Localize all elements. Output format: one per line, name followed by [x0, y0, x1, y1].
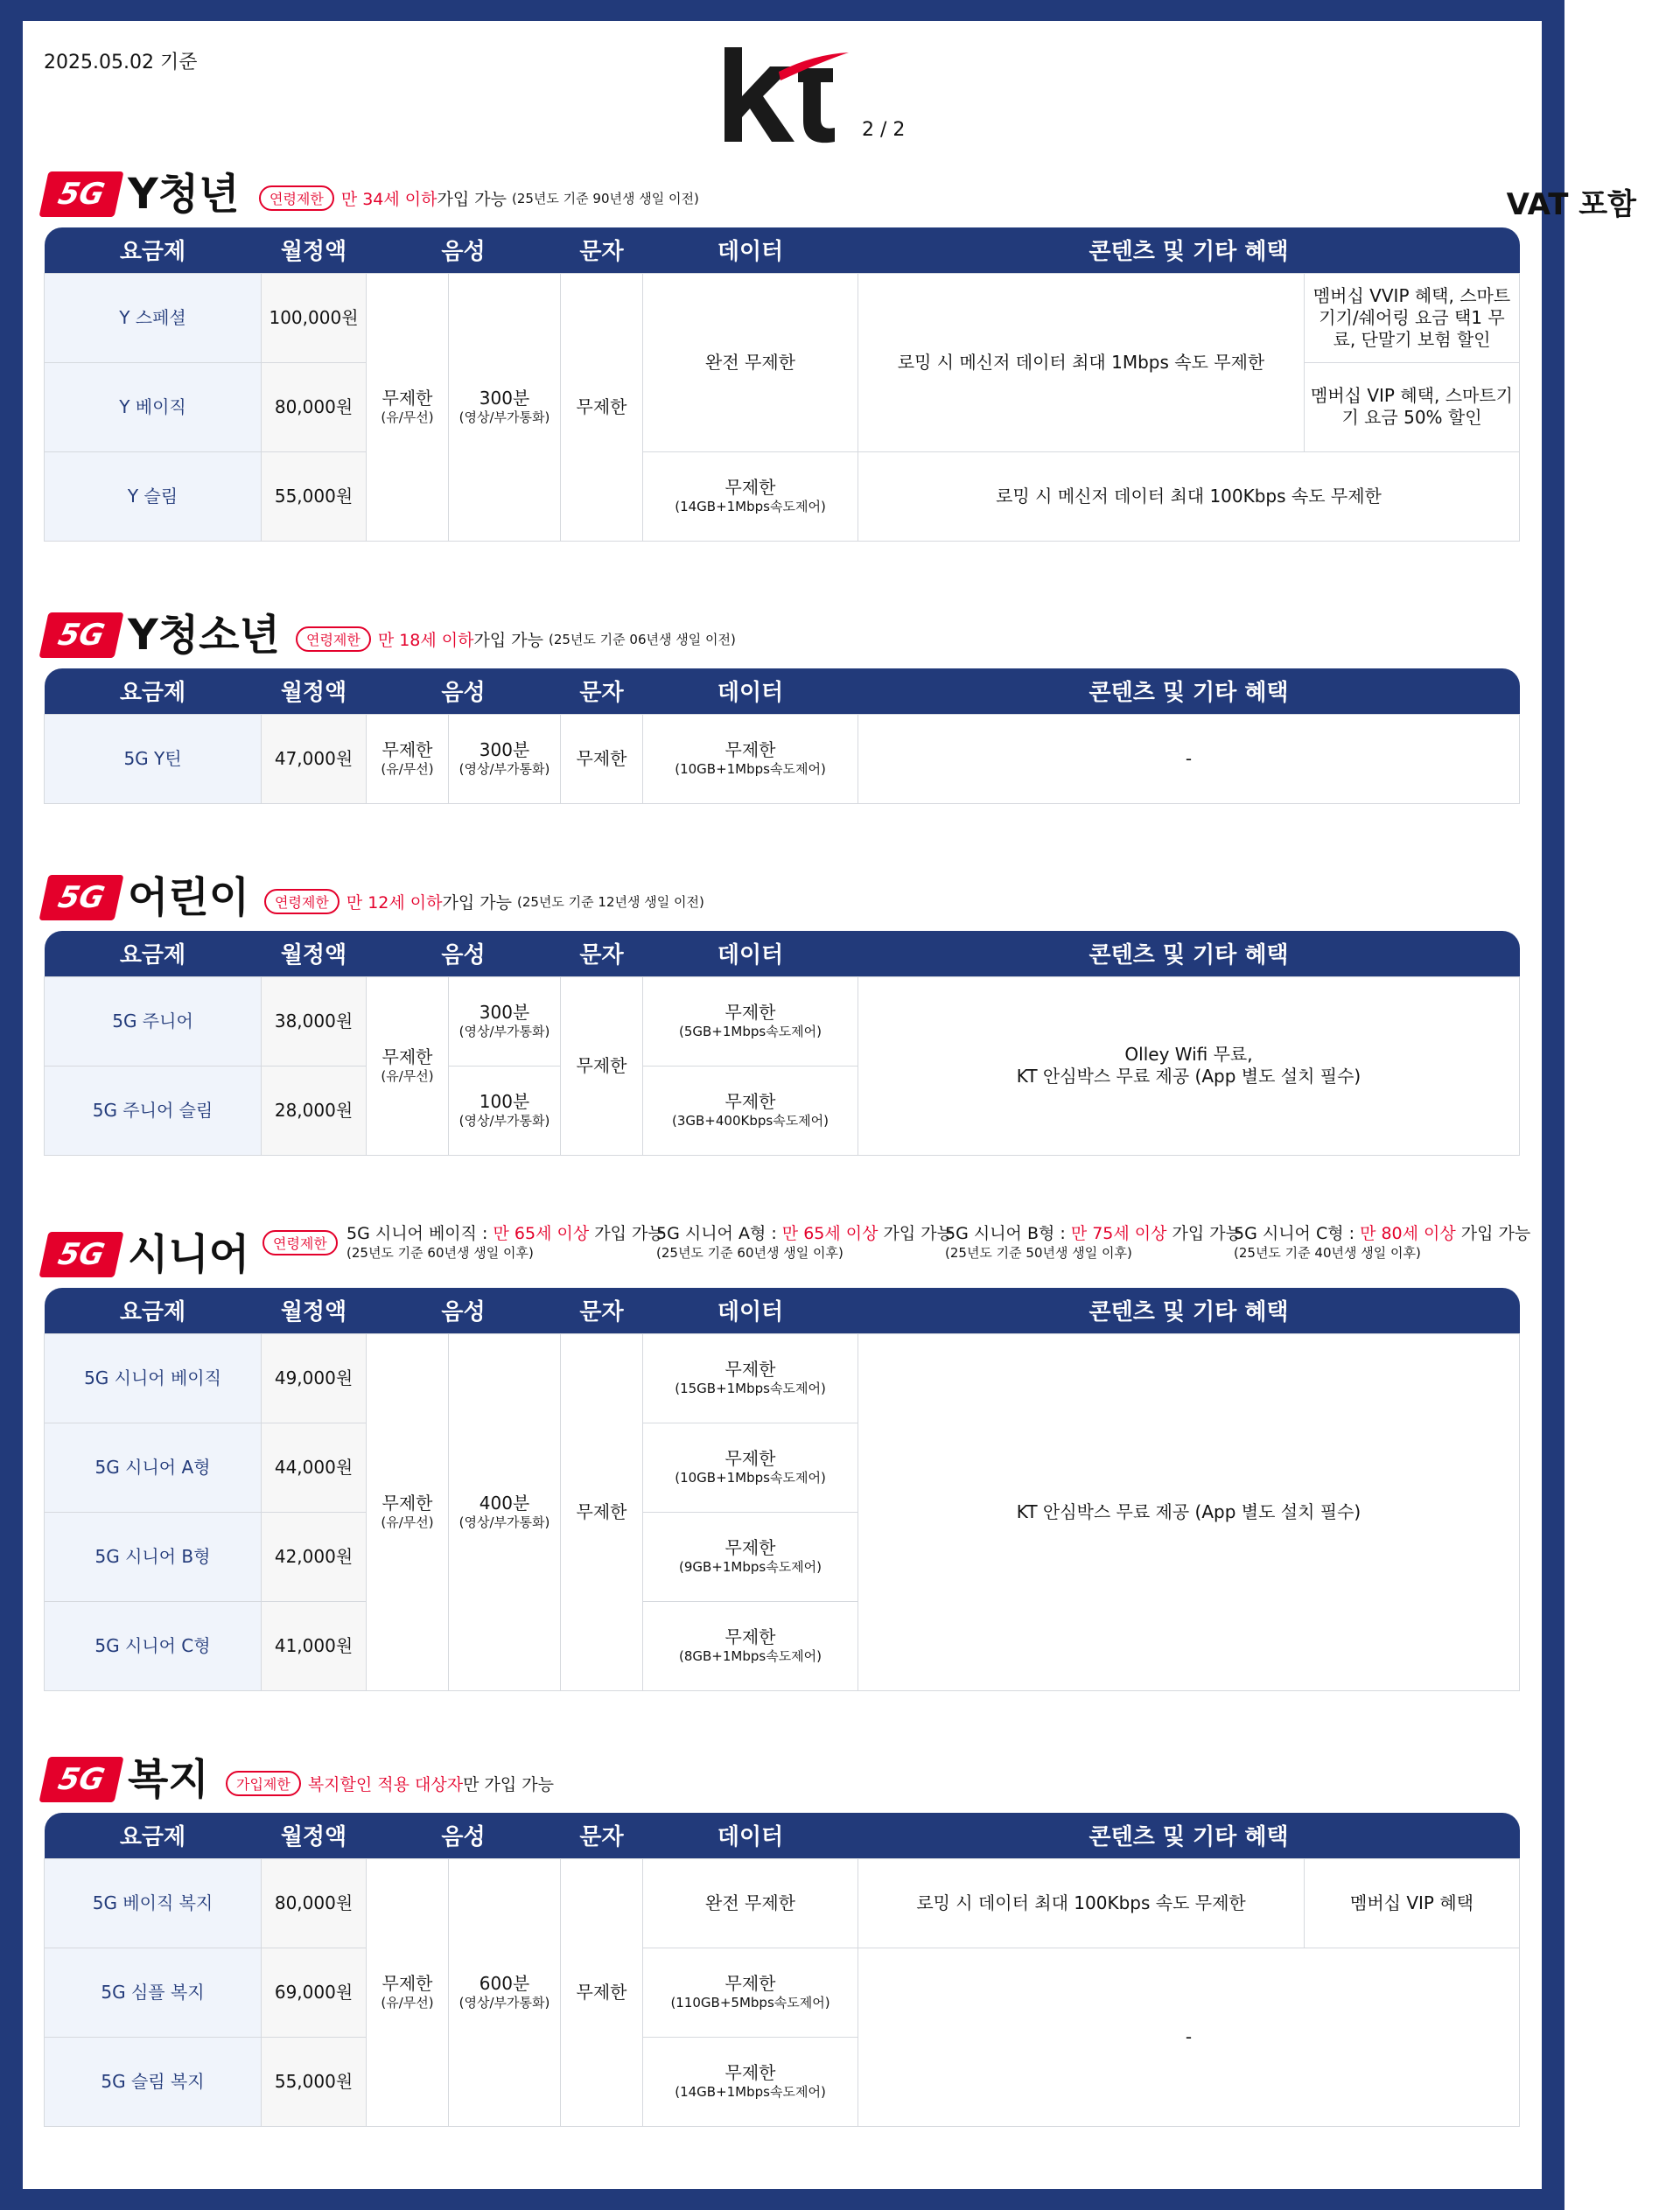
plan-price: 55,000원 [262, 451, 367, 541]
data-cell: 무제한 (15GB+1Mbps속도제어) [643, 1333, 858, 1423]
senior-a-info: 5G 시니어 A형 : 만 65세 이상 가입 가능 (25년도 기준 60년생 생일 이후) [656, 1224, 953, 1261]
age-limit: 만 34세 이하 [340, 190, 438, 209]
data-cell: 무제한 (9GB+1Mbps속도제어) [643, 1512, 858, 1601]
header-benefit: 콘텐츠 및 기타 혜택 [858, 668, 1520, 714]
plan-price: 49,000원 [262, 1333, 367, 1423]
voice-cell: 무제한 (유/무선) [367, 1333, 449, 1690]
vat-note: VAT 포함 [1506, 187, 1636, 222]
table-row [45, 976, 1520, 1066]
restriction-pill: 연령제한 [262, 1230, 338, 1255]
join-text: 만 가입 가능 [463, 1775, 554, 1794]
age-note: (25년도 기준 90년생 생일 이전) [511, 191, 699, 206]
plan-price: 80,000원 [262, 362, 367, 451]
table-header [45, 227, 1520, 273]
plan-table [44, 227, 1520, 542]
data-cell: 완전 무제한 [643, 273, 858, 451]
join-limit: 복지할인 적용 대상자 [307, 1775, 464, 1794]
header-plan: 요금제 [45, 1288, 262, 1333]
plan-name: Y 스페셜 [45, 273, 262, 362]
sms-cell: 무제한 [561, 976, 643, 1155]
data-cell: 무제한 (8GB+1Mbps속도제어) [643, 1601, 858, 1690]
header-plan: 요금제 [45, 931, 262, 976]
section-senior [44, 1220, 1531, 1691]
join-text: 가입 가능 [442, 893, 512, 913]
join-text: 가입 가능 [437, 190, 507, 209]
benefit-cell: 멤버십 VIP 혜택, 스마트기기 요금 50% 할인 [1305, 362, 1520, 451]
header-sms: 문자 [561, 668, 643, 714]
plan-table [44, 668, 1520, 804]
age-note: (25년도 기준 12년생 생일 이전) [516, 894, 704, 910]
age-restriction [262, 1230, 345, 1255]
join-restriction [226, 1771, 554, 1796]
extra-voice-cell: 300분 (영상/부가통화) [449, 976, 561, 1066]
table-row [45, 273, 1520, 362]
benefit-cell: 멤버십 VVIP 혜택, 스마트기기/쉐어링 요금 택1 무료, 단말기 보험 할인 [1305, 273, 1520, 362]
plan-name: 5G Y틴 [45, 714, 262, 803]
benefit-cell: Olley Wifi 무료, KT 안심박스 무료 제공 (App 별도 설치 필수) [858, 976, 1520, 1155]
section-kids [44, 870, 1519, 1156]
plan-name: Y 베이직 [45, 362, 262, 451]
5g-badge: 5G [38, 1232, 123, 1277]
plan-price: 28,000원 [262, 1066, 367, 1155]
section-y-teen [44, 607, 1519, 804]
plan-price: 47,000원 [262, 714, 367, 803]
table-row [45, 714, 1520, 803]
header-benefit: 콘텐츠 및 기타 혜택 [858, 227, 1520, 273]
senior-basic-info: 5G 시니어 베이직 : 만 65세 이상 가입 가능 (25년도 기준 60년생 생일 이후) [346, 1224, 664, 1261]
plan-price: 38,000원 [262, 976, 367, 1066]
header-sms: 문자 [561, 1288, 643, 1333]
5g-badge: 5G [38, 1757, 123, 1802]
voice-cell: 무제한 (유/무선) [367, 273, 449, 541]
table-row [45, 451, 1520, 541]
plan-price: 100,000원 [262, 273, 367, 362]
data-cell: 무제한 (110GB+5Mbps속도제어) [643, 1948, 858, 2037]
sms-cell: 무제한 [561, 273, 643, 541]
plan-price: 44,000원 [262, 1423, 367, 1512]
header-voice: 음성 [367, 668, 561, 714]
plan-name: 5G 시니어 C형 [45, 1601, 262, 1690]
restriction-pill: 연령제한 [264, 889, 340, 914]
header-benefit: 콘텐츠 및 기타 혜택 [858, 1288, 1520, 1333]
table-header [45, 1288, 1520, 1333]
plan-name: 5G 시니어 베이직 [45, 1333, 262, 1423]
header-benefit: 콘텐츠 및 기타 혜택 [858, 931, 1520, 976]
plan-price: 69,000원 [262, 1948, 367, 2037]
roaming-cell: 로밍 시 메신저 데이터 최대 1Mbps 속도 무제한 [858, 273, 1305, 451]
age-restriction [259, 185, 699, 211]
benefit-cell: KT 안심박스 무료 제공 (App 별도 설치 필수) [858, 1333, 1520, 1690]
plan-price: 55,000원 [262, 2037, 367, 2126]
extra-voice-cell: 300분 (영상/부가통화) [449, 714, 561, 803]
extra-voice-cell: 400분 (영상/부가통화) [449, 1333, 561, 1690]
restriction-pill: 연령제한 [259, 185, 334, 211]
age-limit: 만 12세 이하 [346, 893, 443, 913]
plan-price: 80,000원 [262, 1858, 367, 1948]
plan-name: 5G 심플 복지 [45, 1948, 262, 2037]
section-title: 복지 [128, 1755, 209, 1804]
header-price: 월정액 [262, 1288, 367, 1333]
roaming-cell: 로밍 시 데이터 최대 100Kbps 속도 무제한 [858, 1858, 1305, 1948]
data-cell: 완전 무제한 [643, 1858, 858, 1948]
reference-date: 2025.05.02 기준 [44, 52, 198, 73]
benefit-cell: - [858, 1948, 1520, 2126]
header-price: 월정액 [262, 668, 367, 714]
roaming-cell: 로밍 시 메신저 데이터 최대 100Kbps 속도 무제한 [858, 451, 1520, 541]
voice-cell: 무제한 (유/무선) [367, 1858, 449, 2126]
join-text: 가입 가능 [473, 631, 543, 650]
plan-name: 5G 시니어 A형 [45, 1423, 262, 1512]
header-plan: 요금제 [45, 1813, 262, 1858]
5g-badge: 5G [38, 612, 123, 658]
table-header [45, 668, 1520, 714]
plan-name: Y 슬림 [45, 451, 262, 541]
page-number: 2 / 2 [862, 119, 906, 141]
age-restriction [296, 626, 736, 652]
margin [1564, 0, 1680, 2210]
header-sms: 문자 [561, 227, 643, 273]
benefit-cell: - [858, 714, 1520, 803]
data-cell: 무제한 (14GB+1Mbps속도제어) [643, 2037, 858, 2126]
header-data: 데이터 [643, 1288, 858, 1333]
section-welfare [44, 1752, 1519, 2127]
plan-name: 5G 주니어 슬림 [45, 1066, 262, 1155]
plan-name: 5G 베이직 복지 [45, 1858, 262, 1948]
sms-cell: 무제한 [561, 1333, 643, 1690]
plan-table [44, 931, 1520, 1156]
age-note: (25년도 기준 06년생 생일 이전) [548, 632, 736, 647]
table-row [45, 1858, 1520, 1948]
table-row [45, 1948, 1520, 2037]
section-title: 시니어 [128, 1230, 250, 1279]
sms-cell: 무제한 [561, 714, 643, 803]
plan-name: 5G 시니어 B형 [45, 1512, 262, 1601]
header-price: 월정액 [262, 931, 367, 976]
header-data: 데이터 [643, 668, 858, 714]
extra-voice-cell: 100분 (영상/부가통화) [449, 1066, 561, 1155]
extra-voice-cell: 600분 (영상/부가통화) [449, 1858, 561, 2126]
header-benefit: 콘텐츠 및 기타 혜택 [858, 1813, 1520, 1858]
header-sms: 문자 [561, 931, 643, 976]
header-data: 데이터 [643, 931, 858, 976]
plan-price: 41,000원 [262, 1601, 367, 1690]
restriction-pill: 연령제한 [296, 626, 371, 652]
section-title: Y청년 [128, 170, 240, 219]
data-cell: 무제한 (5GB+1Mbps속도제어) [643, 976, 858, 1066]
header-voice: 음성 [367, 227, 561, 273]
header-data: 데이터 [643, 1813, 858, 1858]
header-voice: 음성 [367, 1288, 561, 1333]
benefit-cell: 멤버십 VIP 혜택 [1305, 1858, 1520, 1948]
section-title: Y청소년 [128, 611, 280, 660]
header-price: 월정액 [262, 1813, 367, 1858]
data-cell: 무제한 (10GB+1Mbps속도제어) [643, 714, 858, 803]
data-cell: 무제한 (10GB+1Mbps속도제어) [643, 1423, 858, 1512]
table-header [45, 931, 1520, 976]
section-y-youth [44, 166, 1519, 542]
plan-name: 5G 주니어 [45, 976, 262, 1066]
kt-logo [718, 42, 849, 150]
header-plan: 요금제 [45, 668, 262, 714]
voice-cell: 무제한 (유/무선) [367, 976, 449, 1155]
header-voice: 음성 [367, 931, 561, 976]
5g-badge: 5G [38, 875, 123, 920]
voice-cell: 무제한 (유/무선) [367, 714, 449, 803]
plan-name: 5G 슬림 복지 [45, 2037, 262, 2126]
restriction-pill: 가입제한 [226, 1771, 301, 1796]
age-limit: 만 18세 이하 [377, 631, 474, 650]
header-data: 데이터 [643, 227, 858, 273]
plan-table [44, 1288, 1520, 1691]
5g-badge: 5G [38, 171, 123, 217]
senior-b-info: 5G 시니어 B형 : 만 75세 이상 가입 가능 (25년도 기준 50년생 생일 이후) [945, 1224, 1242, 1261]
header-price: 월정액 [262, 227, 367, 273]
senior-c-info: 5G 시니어 C형 : 만 80세 이상 가입 가능 (25년도 기준 40년생 생일 이후) [1234, 1224, 1531, 1261]
header-voice: 음성 [367, 1813, 561, 1858]
table-row [45, 1333, 1520, 1423]
extra-voice-cell: 300분 (영상/부가통화) [449, 273, 561, 541]
sms-cell: 무제한 [561, 1858, 643, 2126]
table-header [45, 1813, 1520, 1858]
plan-price: 42,000원 [262, 1512, 367, 1601]
section-title: 어린이 [128, 873, 250, 922]
data-cell: 무제한 (3GB+400Kbps속도제어) [643, 1066, 858, 1155]
header-plan: 요금제 [45, 227, 262, 273]
plan-table [44, 1813, 1520, 2127]
data-cell: 무제한 (14GB+1Mbps속도제어) [643, 451, 858, 541]
age-restriction [264, 889, 704, 914]
header-sms: 문자 [561, 1813, 643, 1858]
